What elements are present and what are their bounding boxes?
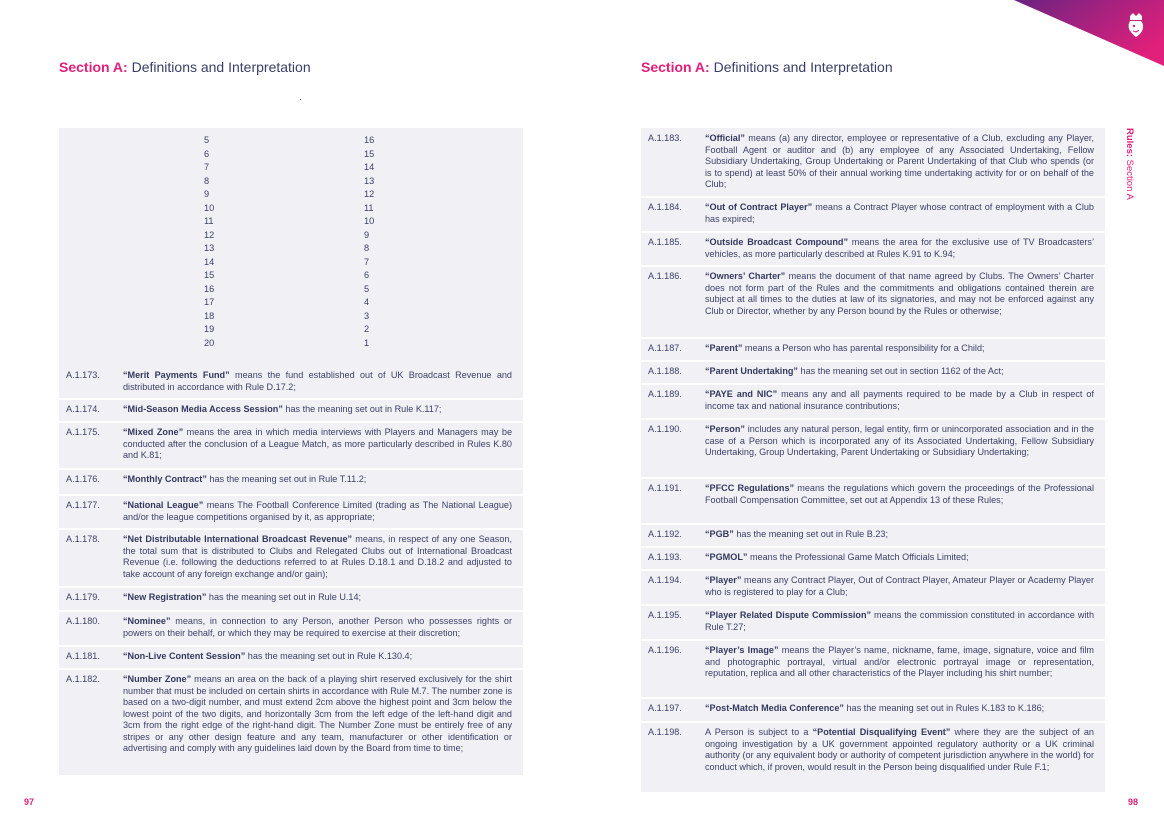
definition-text xyxy=(705,552,1094,564)
number-table-digit-left: 6 xyxy=(204,148,210,159)
definition-body: means The Football Conference Limited (trading as The National League) and/or the league competitions organised by it, as appropriate; xyxy=(123,500,512,522)
definition-body: has the meaning set out in Rule U.14; xyxy=(206,592,362,602)
number-table-digit-right: 4 xyxy=(364,297,370,307)
number-table-digit-left: 13 xyxy=(204,243,215,253)
left-definitions-panel xyxy=(59,128,523,775)
definition-reference: A.1.194. xyxy=(648,575,682,585)
definition-separator xyxy=(59,494,523,496)
definition-text xyxy=(705,703,1094,715)
definition-separator xyxy=(641,697,1105,699)
number-table-row xyxy=(59,283,523,297)
defined-term: “Post-Match Media Conference” xyxy=(705,703,844,713)
definition-separator xyxy=(59,528,523,530)
right-definitions-panel xyxy=(641,128,1105,792)
definition-body: means the area for the exclusive use of TV Broadcasters’ vehicles, as more particularly described at Rules K.91 to K.94; xyxy=(705,237,1094,259)
definition-body: has the meaning set out in Rule T.11.2; xyxy=(206,474,367,484)
left-section-heading xyxy=(59,59,311,75)
definition-text xyxy=(123,534,512,580)
definition-text xyxy=(705,483,1094,506)
definition-reference: A.1.180. xyxy=(66,616,100,626)
definition-reference: A.1.188. xyxy=(648,366,682,376)
number-table-row xyxy=(59,161,523,175)
definition-separator xyxy=(59,586,523,588)
definition-separator xyxy=(59,610,523,612)
number-table-digit-right: 10 xyxy=(364,216,375,226)
definition-separator xyxy=(641,721,1105,723)
definition-lead-in: A Person is subject to a xyxy=(705,727,813,737)
number-table-digit-left: 19 xyxy=(204,324,215,334)
number-table-digit-right: 7 xyxy=(364,256,370,267)
number-table-row xyxy=(59,296,523,310)
number-table-digit-right: 3 xyxy=(364,310,370,321)
number-table-digit-left: 16 xyxy=(204,283,215,294)
defined-term: “Person” xyxy=(705,424,745,434)
side-label-bold: Rules: xyxy=(1124,128,1135,158)
definition-reference: A.1.177. xyxy=(66,500,100,510)
number-table-digit-right: 11 xyxy=(364,202,374,213)
definition-body: means the Player’s name, nickname, fame, image, signature, voice and film and photographic portrayal, virtual and/or electronic portrayal image or representation, reputation, replica and all other characteristics of the Player including his shirt number; xyxy=(705,645,1095,679)
definition-reference: A.1.173. xyxy=(66,370,100,380)
defined-term: “Net Distributable International Broadcast Revenue” xyxy=(123,534,353,544)
defined-term: “PGB” xyxy=(705,529,734,539)
definition-reference: A.1.191. xyxy=(648,483,682,493)
definition-separator xyxy=(59,668,523,670)
number-table-row xyxy=(59,148,523,162)
definition-text xyxy=(705,727,1094,773)
definition-text xyxy=(705,389,1094,412)
left-page-number: 97 xyxy=(24,797,35,807)
definition-separator xyxy=(641,360,1105,362)
definition-separator xyxy=(641,604,1105,606)
number-table-digit-right: 16 xyxy=(364,135,375,145)
number-table-row xyxy=(59,215,523,229)
number-table-digit-right: 15 xyxy=(364,148,375,159)
definition-reference: A.1.178. xyxy=(66,534,100,544)
definition-text xyxy=(123,427,512,462)
definition-separator xyxy=(641,383,1105,385)
number-table-digit-left: 11 xyxy=(204,216,214,226)
definition-text xyxy=(705,645,1094,680)
number-table-digit-right: 13 xyxy=(364,175,375,186)
side-section-label xyxy=(1124,128,1146,218)
defined-term: “National League” xyxy=(123,500,204,510)
defined-term: “Merit Payments Fund” xyxy=(123,370,230,380)
defined-term: “Potential Disqualifying Event” xyxy=(812,727,951,737)
defined-term: “Official” xyxy=(705,133,745,143)
number-table-digit-left: 15 xyxy=(204,270,215,280)
definition-reference: A.1.193. xyxy=(648,552,682,562)
number-table-digit-left: 9 xyxy=(204,189,210,199)
definition-separator xyxy=(641,231,1105,233)
definition-text xyxy=(123,404,512,416)
definition-text xyxy=(705,202,1094,225)
number-table-digit-right: 9 xyxy=(364,229,370,240)
number-table-row xyxy=(59,256,523,270)
right-heading-rest: Definitions and Interpretation xyxy=(709,59,893,75)
defined-term: “Player” xyxy=(705,575,742,585)
definition-separator xyxy=(641,196,1105,198)
definition-reference: A.1.197. xyxy=(648,703,682,713)
defined-term: “PGMOL” xyxy=(705,552,748,562)
definition-body: means any Contract Player, Out of Contract Player, Amateur Player or Academy Player who is registered to play for a Club; xyxy=(705,575,1094,597)
definition-text xyxy=(123,616,512,639)
number-table-digit-left: 10 xyxy=(204,202,215,213)
definition-text xyxy=(123,674,512,755)
definition-separator xyxy=(641,418,1105,420)
definition-body: means a Contract Player whose contract of employment with a Club has expired; xyxy=(705,202,1094,224)
number-table-digit-right: 12 xyxy=(364,189,375,199)
definition-separator xyxy=(641,569,1105,571)
definition-text xyxy=(123,500,512,523)
definition-separator xyxy=(641,337,1105,339)
definition-separator xyxy=(641,477,1105,479)
definition-body: means the document of that name agreed by Clubs. The Owners’ Charter does not form part of the Rules and the commitments and obligations contained therein are subject at all times to the duties at law of its signatories, and may not be enforced against any Club or Director, whether by any Person bound by the Rules or otherwise; xyxy=(705,271,1095,316)
number-table-digit-right: 1 xyxy=(364,337,370,348)
definition-text xyxy=(705,610,1094,633)
definition-body: where they are the subject of an ongoing investigation by a UK government appointed regulatory authority or a UK criminal authority (or any equivalent body or authority of competent jurisdiction anywhere in the world) for conduct which, if proven, would result in the Person being disqualified under Rule F.1; xyxy=(705,727,1094,772)
definition-reference: A.1.190. xyxy=(648,424,682,434)
definition-body: includes any natural person, legal entity, firm or unincorporated association and in the case of a Person which is incorporated any of its Associated Undertaking, Fellow Subsidiary Undertaking, Group Undertaking, Parent Undertaking or Subsidiary Undertaking; xyxy=(705,424,1094,458)
defined-term: “Mixed Zone” xyxy=(123,427,184,437)
lion-crest-icon xyxy=(1124,12,1148,38)
number-table-digit-right: 14 xyxy=(364,162,375,172)
defined-term: “Mid-Season Media Access Session” xyxy=(123,404,283,414)
left-heading-rest: Definitions and Interpretation xyxy=(127,59,311,75)
defined-term: “Nominee” xyxy=(123,616,171,626)
definition-body: has the meaning set out in section 1162 of the Act; xyxy=(797,366,1004,376)
number-table-row xyxy=(59,310,523,324)
shirt-number-table xyxy=(59,134,523,350)
definition-reference: A.1.186. xyxy=(648,271,682,281)
definition-reference: A.1.175. xyxy=(66,427,100,437)
definition-body: means a Person who has parental responsibility for a Child; xyxy=(742,343,985,353)
definition-body: means the commission constituted in accordance with Rule T.27; xyxy=(705,610,1094,632)
definition-reference: A.1.187. xyxy=(648,343,682,353)
definition-reference: A.1.195. xyxy=(648,610,682,620)
definition-body: means the Professional Game Match Officials Limited; xyxy=(747,552,969,562)
definition-separator xyxy=(641,265,1105,267)
definition-reference: A.1.192. xyxy=(648,529,682,539)
number-table-digit-left: 20 xyxy=(204,337,215,348)
definition-reference: A.1.189. xyxy=(648,389,682,399)
definition-text xyxy=(123,474,512,486)
number-table-row xyxy=(59,337,523,351)
right-page-number: 98 xyxy=(1128,797,1139,807)
right-heading-bold: Section A: xyxy=(641,59,710,75)
definition-reference: A.1.185. xyxy=(648,237,682,247)
defined-term: “Player’s Image” xyxy=(705,645,779,655)
definition-text xyxy=(705,575,1094,598)
definition-separator xyxy=(641,546,1105,548)
definition-body: means (a) any director, employee or representative of a Club, excluding any Player, Football Agent or auditor and (b) any employee of any Associated Undertaking, Fellow Subsidiary Undertaking, Group Undertaking or Parent Undertaking of that Club who spends (or is to spend) at least 50% of their annual working time undertaking activity for or on behalf of the Club; xyxy=(705,133,1094,190)
defined-term: “Owners’ Charter” xyxy=(705,271,786,281)
number-table-digit-left: 17 xyxy=(204,297,215,307)
definition-body: means the fund established out of UK Broadcast Revenue and distributed in accordance with Rule D.17.2; xyxy=(123,370,512,392)
number-table-row xyxy=(59,202,523,216)
definition-body: has the meaning set out in Rule B.23; xyxy=(733,529,888,539)
definition-reference: A.1.183. xyxy=(648,133,682,143)
definition-body: has the meaning set out in Rule K.117; xyxy=(282,404,442,414)
number-table-row xyxy=(59,175,523,189)
defined-term: “Non-Live Content Session” xyxy=(123,651,246,661)
number-table-digit-right: 6 xyxy=(364,270,370,280)
definition-separator xyxy=(641,639,1105,641)
definition-body: means, in connection to any Person, another Person who possesses rights or powers on their behalf, or which they may be required to exercise at their discretion; xyxy=(123,616,512,638)
definition-text xyxy=(705,271,1094,317)
definition-text xyxy=(705,237,1094,260)
number-table-digit-left: 14 xyxy=(204,256,215,267)
defined-term: “Outside Broadcast Compound” xyxy=(705,237,848,247)
number-table-row xyxy=(59,323,523,337)
number-table-digit-right: 5 xyxy=(364,283,370,294)
definition-body: means, in respect of any one Season, the total sum that is distributed to Clubs and Relegated Clubs out of International Broadcast Revenue (i.e. following the deductions referred to at Rules D.18.1 and D.18.2 and adjusted to take account of any foreign exchange and/or gain); xyxy=(123,534,512,579)
definition-separator xyxy=(59,421,523,423)
defined-term: “PAYE and NIC” xyxy=(705,389,778,399)
number-table-digit-left: 5 xyxy=(204,135,210,145)
left-heading-bold: Section A: xyxy=(59,59,128,75)
stray-dot xyxy=(300,99,301,100)
definition-body: has the meaning set out in Rules K.183 to K.186; xyxy=(843,703,1045,713)
definition-body: means an area on the back of a playing shirt reserved exclusively for the shirt number that must be included on certain shirts in accordance with Rule M.7. The number zone is based on a two-digit number, and must extend 2cm above the highest point and 3cm below the lowest point of the two digits, and horizontally 3cm from the left edge of the left-hand digit and 3cm from the right edge of the right-hand digit. The Number Zone must be entirely free of any stripes or any other design feature and any team, manufacturer or other identification or advertising and comply with any guidelines laid down by the Board from time to time; xyxy=(123,674,512,754)
definition-separator xyxy=(59,398,523,400)
definition-text xyxy=(123,370,512,393)
definition-separator xyxy=(641,523,1105,525)
number-table-digit-right: 2 xyxy=(364,324,370,334)
definition-text xyxy=(705,529,1094,541)
number-table-digit-left: 18 xyxy=(204,310,215,321)
definition-text xyxy=(123,592,512,604)
number-table-row xyxy=(59,134,523,148)
definition-text xyxy=(705,343,1094,355)
definition-reference: A.1.196. xyxy=(648,645,682,655)
definition-separator xyxy=(59,645,523,647)
definition-reference: A.1.198. xyxy=(648,727,682,737)
definition-body: means any and all payments required to be made by a Club in respect of income tax and national insurance contributions; xyxy=(705,389,1094,411)
definition-text xyxy=(123,651,512,663)
defined-term: “PFCC Regulations” xyxy=(705,483,795,493)
definition-reference: A.1.179. xyxy=(66,592,100,602)
defined-term: “New Registration” xyxy=(123,592,207,602)
number-table-digit-right: 8 xyxy=(364,243,370,253)
number-table-row xyxy=(59,229,523,243)
definition-body: means the regulations which govern the proceedings of the Professional Football Compensation Committee, set out at Appendix 13 of these Rules; xyxy=(705,483,1094,505)
definition-text xyxy=(705,424,1094,459)
side-label-rest: Section A xyxy=(1124,157,1135,200)
definition-text xyxy=(705,366,1094,378)
defined-term: “Monthly Contract” xyxy=(123,474,207,484)
number-table-row xyxy=(59,188,523,202)
number-table-digit-left: 12 xyxy=(204,229,215,240)
definition-body: has the meaning set out in Rule K.130.4; xyxy=(245,651,413,661)
definition-reference: A.1.176. xyxy=(66,474,100,484)
definition-reference: A.1.174. xyxy=(66,404,100,414)
definition-separator xyxy=(59,468,523,470)
defined-term: “Parent” xyxy=(705,343,743,353)
number-table-row xyxy=(59,269,523,283)
defined-term: “Out of Contract Player” xyxy=(705,202,813,212)
defined-term: “Parent Undertaking” xyxy=(705,366,798,376)
number-table-digit-left: 8 xyxy=(204,175,210,186)
definition-reference: A.1.181. xyxy=(66,651,100,661)
number-table-row xyxy=(59,242,523,256)
defined-term: “Player Related Dispute Commission” xyxy=(705,610,872,620)
definition-reference: A.1.184. xyxy=(648,202,682,212)
defined-term: “Number Zone” xyxy=(123,674,192,684)
definition-text xyxy=(705,133,1094,191)
right-section-heading xyxy=(641,59,893,75)
definition-body: means the area in which media interviews with Players and Managers may be conducted after the conclusion of a League Match, as more particularly described in Rules K.80 and K.81; xyxy=(123,427,513,461)
number-table-digit-left: 7 xyxy=(204,162,210,172)
definition-reference: A.1.182. xyxy=(66,674,100,684)
